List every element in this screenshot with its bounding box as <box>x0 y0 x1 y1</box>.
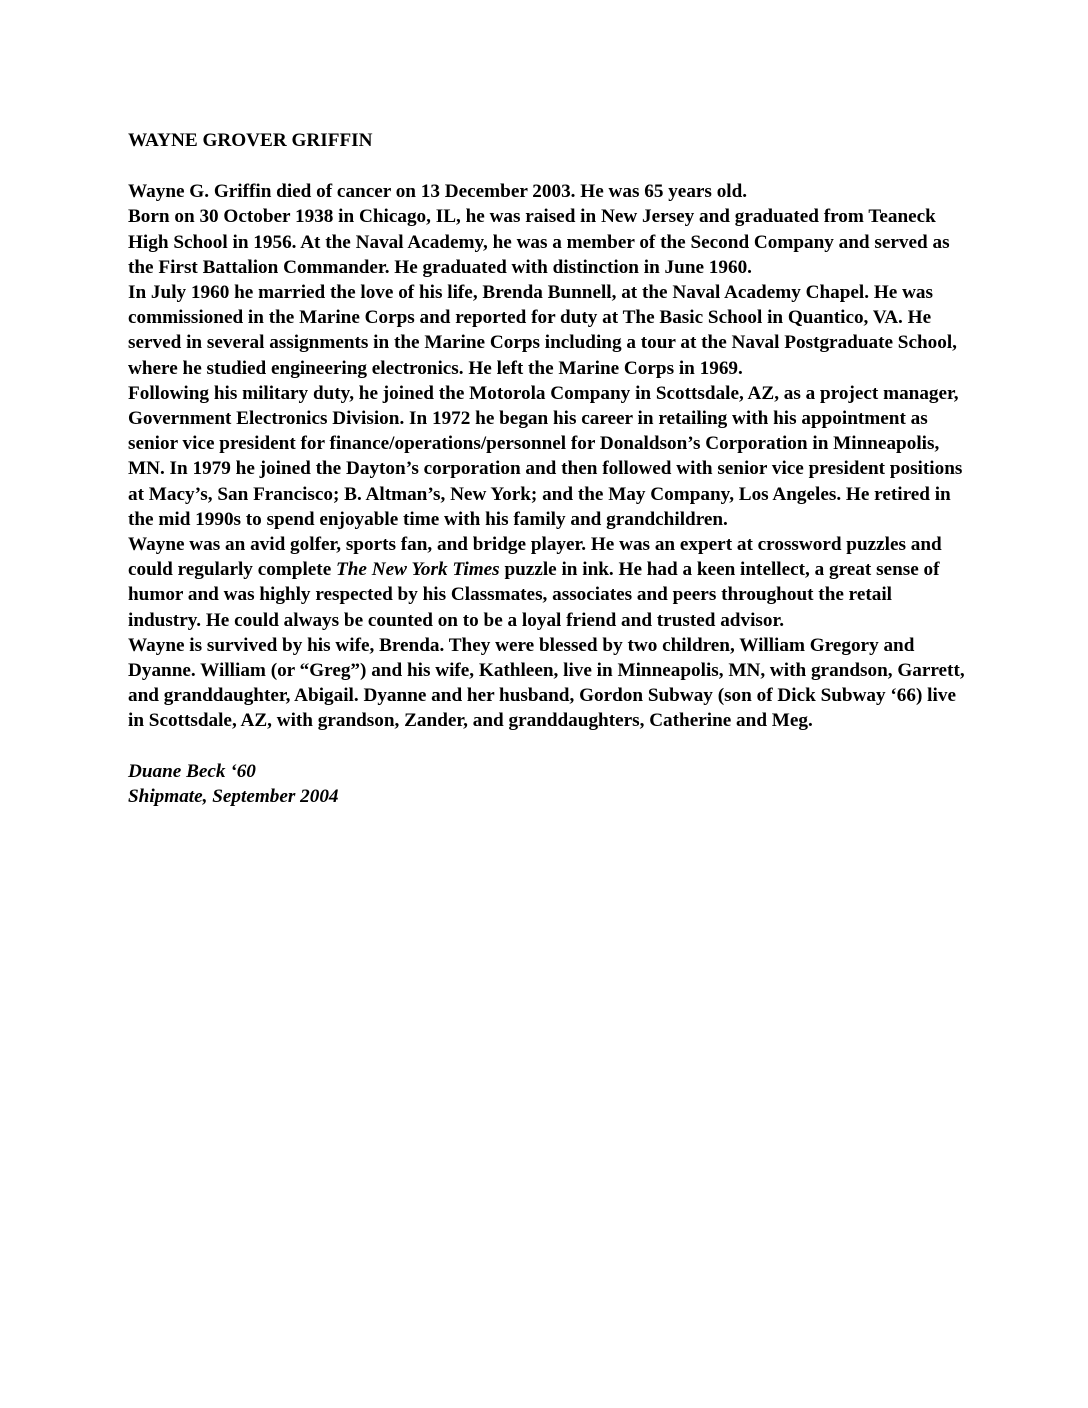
signature-source: Shipmate, September 2004 <box>128 785 339 807</box>
page-title: WAYNE GROVER GRIFFIN <box>128 130 373 151</box>
paragraph-hobbies <box>128 532 968 633</box>
paragraph-hobbies-text-1: Wayne was an avid golfer, sports fan, and bridge player. He was an expert at crossword puzzles and could regularly complete <box>128 534 942 581</box>
newspaper-title: The New York Times <box>336 559 500 581</box>
paragraph-family: Wayne is survived by his wife, Brenda. They were blessed by two children, William Gregory and Dyanne. William (or “Greg”) and his wife, Kathleen, live in Minneapolis, MN, with grandson, Garrett, and granddaughter, Abigail. Dyanne and her husband, Gordon Subway (son of Dick Subway ‘66) live in Scottsdale, AZ, with grandson, Zander, and granddaughters, Catherine and Meg. <box>128 634 965 732</box>
paragraph-marriage-military: In July 1960 he married the love of his life, Brenda Bunnell, at the Naval Academy Chapel. He was commissioned in the Marine Corps and reported for duty at The Basic School in Quantico, VA. He served in several assignments in the Marine Corps including a tour at the Naval Postgraduate School, where he studied engineering electronics. He left the Marine Corps in 1969. <box>128 282 957 379</box>
paragraph-death-notice: Wayne G. Griffin died of cancer on 13 December 2003. He was 65 years old. <box>128 181 748 203</box>
paragraph-hobbies-text-2: puzzle in ink. He had a keen intellect, a great sense of humor and was highly respected by his Classmates, associates and peers throughout the retail industry. He could always be counted on to be a loyal friend and trusted advisor. <box>128 559 940 631</box>
signature-block <box>128 759 968 809</box>
signature-author: Duane Beck ‘60 <box>128 760 256 782</box>
paragraph-early-life: Born on 30 October 1938 in Chicago, IL, he was raised in New Jersey and graduated from Teaneck High School in 1956. At the Naval Academy, he was a member of the Second Company and served as the First Battalion Commander. He graduated with distinction in June 1960. <box>128 206 950 278</box>
document-body <box>128 128 968 809</box>
paragraph-career: Following his military duty, he joined the Motorola Company in Scottsdale, AZ, as a project manager, Government Electronics Division. In 1972 he began his career in retailing with his appointment as senior vice president for finance/operations/personnel for Donaldson’s Corporation in Minneapolis, MN. In 1979 he joined the Dayton’s corporation and then followed with senior vice president positions at Macy’s, San Francisco; B. Altman’s, New York; and the May Company, Los Angeles. He retired in the mid 1990s to spend enjoyable time with his family and grandchildren. <box>128 382 963 530</box>
